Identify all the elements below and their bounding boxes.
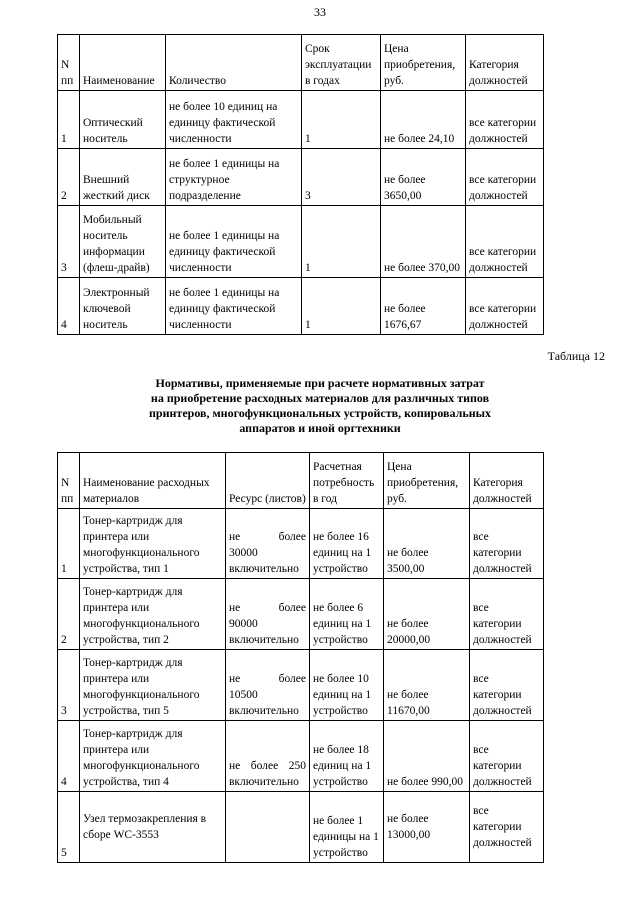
- item-category: все категории должностей: [470, 509, 544, 579]
- item-term: 1: [302, 278, 381, 335]
- item-name: Тонер-картридж для принтера или многофункционального устройства, тип 1: [80, 509, 226, 579]
- item-category: все категории должностей: [466, 149, 544, 206]
- row-number: 2: [58, 579, 80, 650]
- item-term: 1: [302, 206, 381, 278]
- item-price: не более 990,00: [384, 721, 470, 792]
- item-price: не более 11670,00: [384, 650, 470, 721]
- row-number: 5: [58, 792, 80, 863]
- item-quantity: не более 1 единицы на структурное подразделение: [166, 149, 302, 206]
- item-name: Узел термозакрепления в сборе WC-3553: [80, 792, 226, 863]
- column-header-term: Срок эксплуатации в годах: [302, 35, 381, 91]
- item-name: Тонер-картридж для принтера или многофункционального устройства, тип 5: [80, 650, 226, 721]
- table-row: [58, 278, 544, 335]
- heading-line: аппаратов и иной оргтехники: [239, 421, 401, 435]
- item-price: не более 3650,00: [381, 149, 466, 206]
- table-row: [58, 206, 544, 278]
- item-term: 3: [302, 149, 381, 206]
- item-price: не более 1676,67: [381, 278, 466, 335]
- table-row: [58, 792, 544, 863]
- resource-inclusive: включительно: [229, 705, 299, 717]
- item-name: Тонер-картридж для принтера или многофункционального устройства, тип 2: [80, 579, 226, 650]
- item-need: не более 10 единиц на 1 устройство: [310, 650, 384, 721]
- item-quantity: не более 1 единицы на единицу фактической численности: [166, 278, 302, 335]
- resource-inclusive: включительно: [229, 634, 299, 646]
- item-name: Электронный ключевой носитель: [80, 278, 166, 335]
- item-price: не более 370,00: [381, 206, 466, 278]
- column-header-number: N пп: [58, 35, 80, 91]
- table-row: [58, 579, 544, 650]
- item-need: не более 6 единиц на 1 устройство: [310, 579, 384, 650]
- item-term: 1: [302, 91, 381, 149]
- row-number: 4: [58, 721, 80, 792]
- column-header-resource: Ресурс (листов): [226, 453, 310, 509]
- page-number: 33: [314, 5, 326, 19]
- table-caption: Таблица 12: [547, 349, 605, 363]
- table-consumables-norms: [57, 452, 544, 863]
- resource-limit: не более: [229, 602, 306, 614]
- item-price: не более 24,10: [381, 91, 466, 149]
- item-quantity: не более 1 единицы на единицу фактической численности: [166, 206, 302, 278]
- column-header-number: N пп: [58, 453, 80, 509]
- resource-value: 30000: [229, 547, 258, 559]
- column-header-need: Расчетная потребность в год: [310, 453, 384, 509]
- table-header-row: [58, 453, 544, 509]
- item-category: все категории должностей: [466, 206, 544, 278]
- table-row: [58, 721, 544, 792]
- row-number: 3: [58, 206, 80, 278]
- table-row: [58, 509, 544, 579]
- column-header-category: Категория должностей: [470, 453, 544, 509]
- item-category: все категории должностей: [470, 721, 544, 792]
- item-need: не более 1 единицы на 1 устройство: [310, 792, 384, 863]
- column-header-price: Цена приобретения, руб.: [381, 35, 466, 91]
- item-category: все категории должностей: [470, 792, 544, 863]
- item-price: не более 3500,00: [384, 509, 470, 579]
- table-row: [58, 650, 544, 721]
- table-row: [58, 91, 544, 149]
- row-number: 3: [58, 650, 80, 721]
- item-price: не более 13000,00: [384, 792, 470, 863]
- resource-limit: не более: [229, 673, 306, 685]
- column-header-name: Наименование: [80, 35, 166, 91]
- item-resource: [226, 792, 310, 863]
- item-quantity: не более 10 единиц на единицу фактической численности: [166, 91, 302, 149]
- column-header-category: Категория должностей: [466, 35, 544, 91]
- item-resource: [226, 650, 310, 721]
- resource-limit: не более: [229, 531, 306, 543]
- resource-limit: не более 250: [229, 760, 306, 772]
- item-name: Мобильный носитель информации (флеш-драйв): [80, 206, 166, 278]
- row-number: 4: [58, 278, 80, 335]
- item-price: не более 20000,00: [384, 579, 470, 650]
- resource-inclusive: включительно: [229, 563, 299, 575]
- section-heading: [60, 376, 580, 436]
- item-category: все категории должностей: [470, 579, 544, 650]
- resource-value: 90000: [229, 618, 258, 630]
- item-category: все категории должностей: [470, 650, 544, 721]
- resource-inclusive: включительно: [229, 776, 299, 788]
- item-resource: [226, 721, 310, 792]
- row-number: 1: [58, 91, 80, 149]
- item-name: Оптический носитель: [80, 91, 166, 149]
- item-category: все категории должностей: [466, 91, 544, 149]
- column-header-name: Наименование расходных материалов: [80, 453, 226, 509]
- row-number: 1: [58, 509, 80, 579]
- item-resource: [226, 579, 310, 650]
- resource-value: 10500: [229, 689, 258, 701]
- table-row: [58, 149, 544, 206]
- item-name: Внешний жесткий диск: [80, 149, 166, 206]
- column-header-quantity: Количество: [166, 35, 302, 91]
- item-category: все категории должностей: [466, 278, 544, 335]
- table-media-norms: [57, 34, 544, 335]
- row-number: 2: [58, 149, 80, 206]
- heading-line: Нормативы, применяемые при расчете нормативных затрат: [155, 376, 485, 390]
- table-header-row: [58, 35, 544, 91]
- heading-line: на приобретение расходных материалов для различных типов: [150, 391, 490, 405]
- item-need: не более 18 единиц на 1 устройство: [310, 721, 384, 792]
- column-header-price: Цена приобретения, руб.: [384, 453, 470, 509]
- item-name: Тонер-картридж для принтера или многофункционального устройства, тип 4: [80, 721, 226, 792]
- heading-line: принтеров, многофункциональных устройств, копировальных: [149, 406, 491, 420]
- item-resource: [226, 509, 310, 579]
- item-need: не более 16 единиц на 1 устройство: [310, 509, 384, 579]
